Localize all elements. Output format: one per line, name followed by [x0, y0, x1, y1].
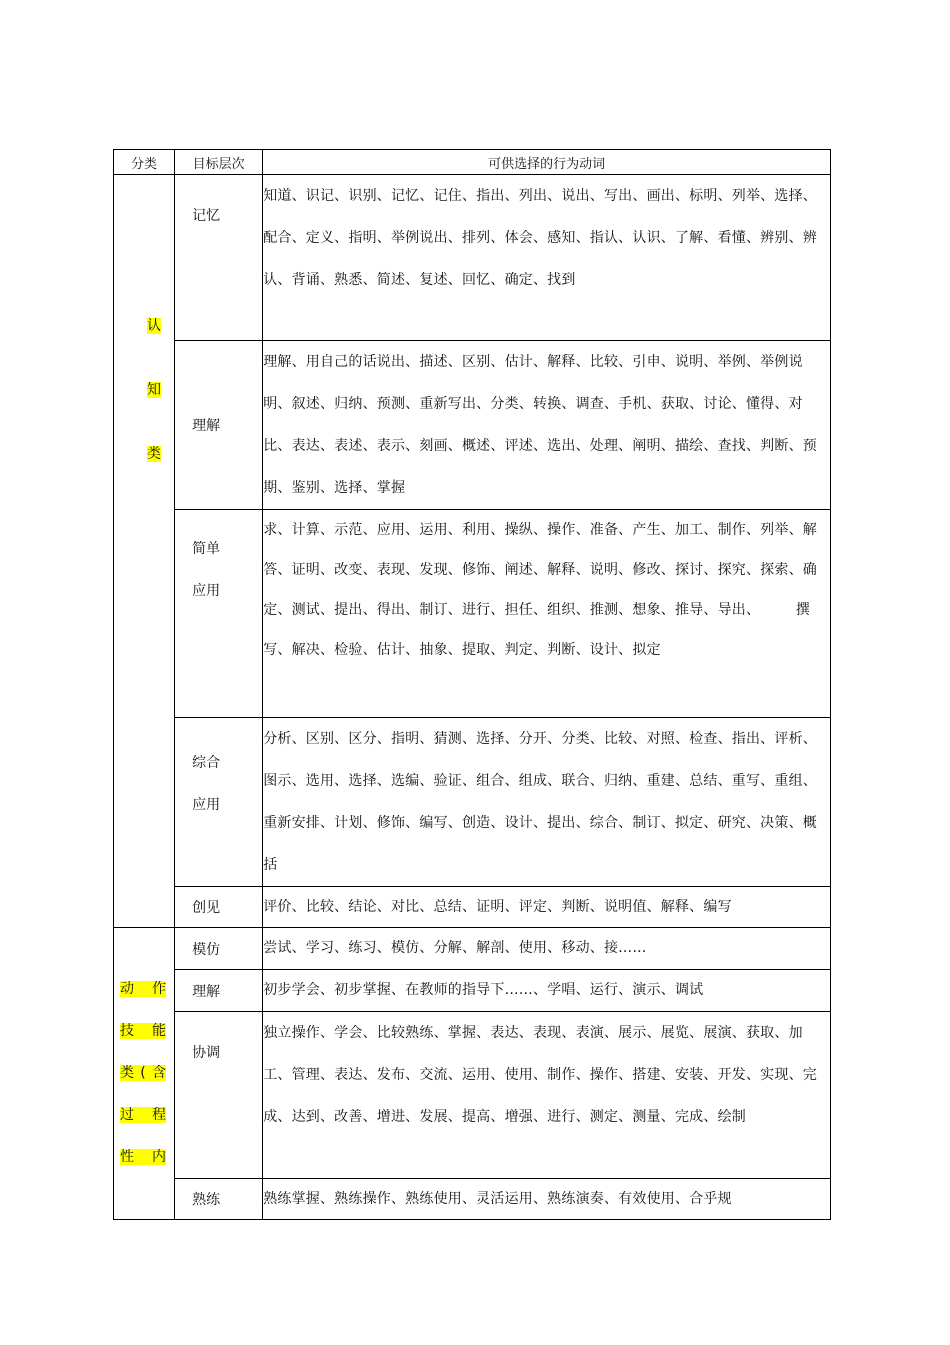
- header-category: 分类: [114, 150, 175, 175]
- level-cell: 模仿: [175, 928, 263, 970]
- level-cell: 理解: [175, 341, 263, 510]
- table-row: [114, 887, 831, 928]
- table-row: [114, 1012, 831, 1179]
- header-row: [114, 150, 831, 175]
- verbs-cell: 熟练掌握、熟练操作、熟练使用、灵活运用、熟练演奏、有效使用、合乎规: [263, 1179, 831, 1220]
- verbs-cell: 评价、比较、结论、对比、总结、证明、评定、判断、说明值、解释、编写: [263, 887, 831, 928]
- header-level: 目标层次: [175, 150, 263, 175]
- level-cell: 创见: [175, 887, 263, 928]
- category-line: 性 内: [120, 1148, 166, 1165]
- table-row: [114, 1179, 831, 1220]
- verbs-cell: 求、计算、示范、应用、运用、利用、操纵、操作、准备、产生、加工、制作、列举、解答、证明、改变、表现、发现、修饰、阐述、解释、说明、修改、探讨、探究、探索、确定、测试、提出、得出、制订、进行、担任、组织、推测、想象、推导、导出、 撰写、解决、检验、估计、抽象、提取、判定、判断、设计、拟定: [263, 510, 831, 718]
- table-row: [114, 175, 831, 341]
- category-char: 类: [147, 446, 162, 462]
- verbs-cell: 理解、用自己的话说出、描述、区别、估计、解释、比较、引申、说明、举例、举例说明、叙述、归纳、预测、重新写出、分类、转换、调查、手机、获取、讨论、懂得、对比、表达、表述、表示、刻画、概述、评述、选出、处理、阐明、描绘、查找、判断、预期、鉴别、选择、掌握: [263, 341, 831, 510]
- verbs-cell: 初步学会、初步掌握、在教师的指导下……、学唱、运行、演示、调试: [263, 970, 831, 1012]
- table-row: [114, 970, 831, 1012]
- table-row: [114, 510, 831, 718]
- table-row: [114, 928, 831, 970]
- verbs-cell: 独立操作、学会、比较熟练、掌握、表达、表现、表演、展示、展览、展演、获取、加工、管理、表达、发布、交流、运用、使用、制作、操作、搭建、安装、开发、实现、完成、达到、改善、增进、发展、提高、增强、进行、测定、测量、完成、绘制: [263, 1012, 831, 1179]
- category-cognitive: [114, 175, 175, 928]
- category-line: 技 能: [120, 1022, 166, 1039]
- category-line: 过 程: [120, 1106, 166, 1123]
- verbs-cell: 尝试、学习、练习、模仿、分解、解剖、使用、移动、接……: [263, 928, 831, 970]
- header-verbs: 可供选择的行为动词: [263, 150, 831, 175]
- table-row: [114, 341, 831, 510]
- level-cell: 记忆: [175, 175, 263, 341]
- category-line: 类(含: [120, 1064, 166, 1081]
- level-cell: 理解: [175, 970, 263, 1012]
- table-row: [114, 718, 831, 887]
- level-label: 综合应用: [192, 755, 221, 813]
- action-verbs-table: [113, 149, 831, 1220]
- category-char: 认: [147, 318, 162, 334]
- verbs-cell: 知道、识记、识别、记忆、记住、指出、列出、说出、写出、画出、标明、列举、选择、配合、定义、指明、举例说出、排列、体会、感知、指认、认识、了解、看懂、辨别、辨认、背诵、熟悉、简述、复述、回忆、确定、找到: [263, 175, 831, 341]
- verbs-cell: 分析、区别、区分、指明、猜测、选择、分开、分类、比较、对照、检查、指出、评析、图示、选用、选择、选编、验证、组合、组成、联合、归纳、重建、总结、重写、重组、重新安排、计划、修饰、编写、创造、设计、提出、综合、制订、拟定、研究、决策、概括: [263, 718, 831, 887]
- category-char: 知: [147, 382, 162, 398]
- category-motor: [114, 928, 175, 1220]
- level-cell: 协调: [175, 1012, 263, 1179]
- level-cell: [175, 718, 263, 887]
- level-cell: [175, 510, 263, 718]
- level-label: 简单应用: [192, 541, 221, 599]
- level-cell: 熟练: [175, 1179, 263, 1220]
- category-line: 动 作: [120, 980, 166, 997]
